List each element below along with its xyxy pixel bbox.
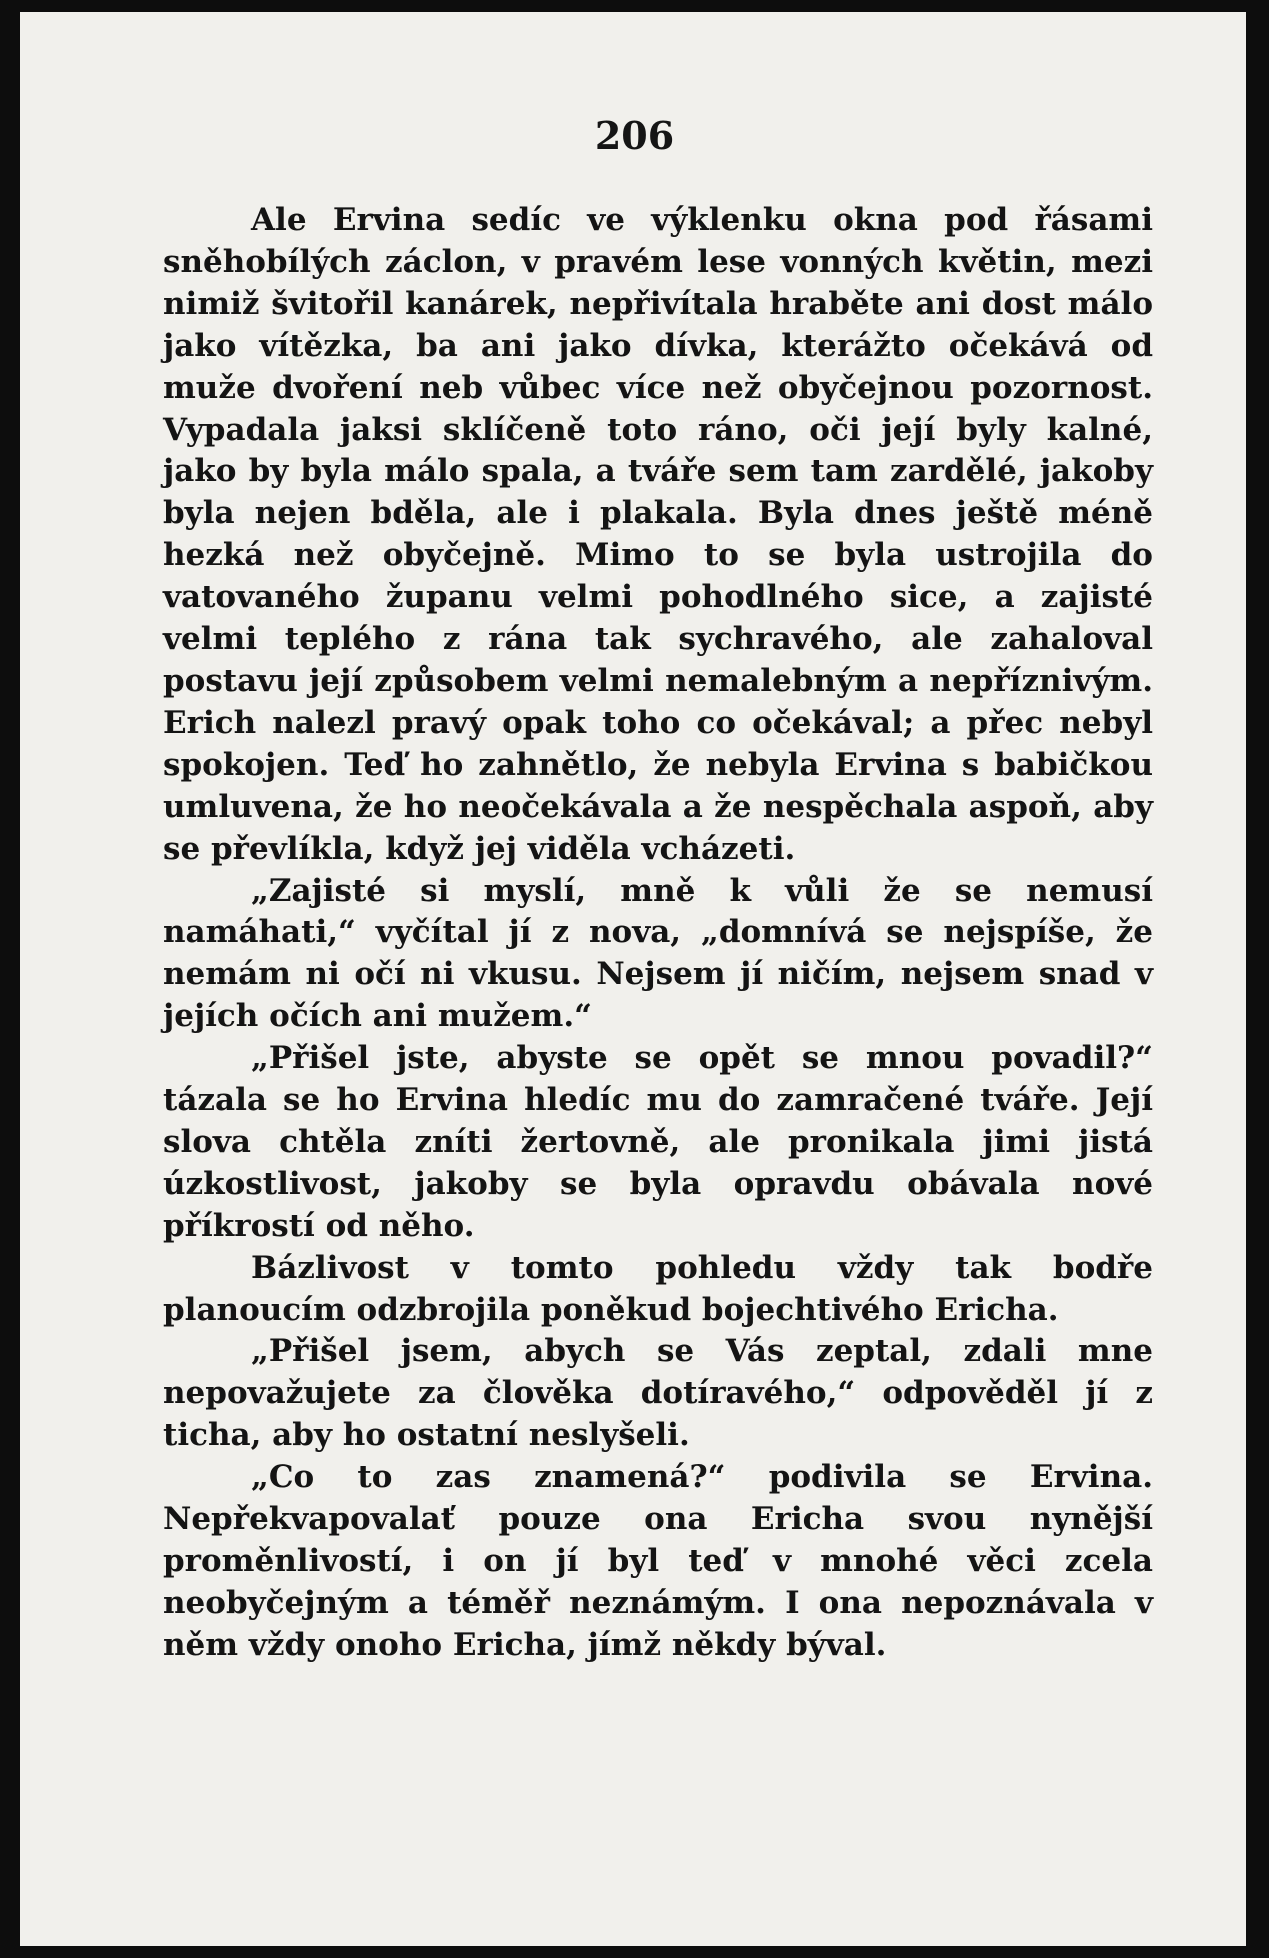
paragraph-2: „Zajisté si myslí, mně k vůli že se nemusí namáhati,“ vyčítal jí z nova, „domnívá se nejspíše, že nemám ni očí ni vkusu. Nejsem jí ničím, nejsem snad v jejích očích ani mužem.“ — [163, 872, 1153, 1035]
right-scan-edge — [1246, 0, 1269, 1958]
paragraph-6: „Co to zas znamená?“ podivila se Ervina. Nepřekvapovalať pouze ona Ericha svou nynější proměnlivostí, i on jí byl teď v mnohé věci zcela neobyčejným a téměř neznámým. I ona nepoznávala v něm vždy onoho Ericha, jímž někdy býval. — [163, 1459, 1153, 1663]
paragraph-4: Bázlivost v tomto pohledu vždy tak bodře planoucím odzbrojila poněkud bojechtivého Ericha. — [163, 1249, 1153, 1328]
paragraph-3: „Přišel jste, abyste se opět se mnou povadil?“ tázala se ho Ervina hledíc mu do zamračené tváře. Její slova chtěla zníti žertovně, ale pronikala jimi jistá úzkostlivost, jakoby se byla opravdu obávala nové příkrostí od něho. — [163, 1040, 1153, 1244]
page-number: 206 — [594, 113, 675, 158]
paragraph-1: Ale Ervina sedíc ve výklenku okna pod řásami sněhobílých záclon, v pravém lese vonných květin, mezi nimiž švitořil kanárek, nepřivítala hraběte ani dost málo jako vítězka, ba ani jako dívka, kterážto očekává od muže dvoření neb vůbec více než obyčejnou pozornost. Vypadala jaksi sklíčeně toto ráno, oči její byly kalné, jako by byla málo spala, a tváře sem tam zardělé, jakoby byla nejen bděla, ale i plakala. Byla dnes ještě méně hezká než obyčejně. Mimo to se byla ustrojila do vatovaného županu velmi pohodlného sice, a zajisté velmi teplého z rána tak sychravého, ale zahaloval postavu její způsobem velmi nemalebným a nepříznivým. Erich nalezl pravý opak toho co očekával; a přec nebyl spokojen. Teď ho zahnětlo, že nebyla Ervina s babičkou umluvena, že ho neočekávala a že nespěchala aspoň, aby se převlíkla, když jej viděla vcházeti. — [163, 202, 1153, 867]
body-text — [163, 200, 1153, 1667]
paragraph-5: „Přišel jsem, abych se Vás zeptal, zdali mne nepovažujete za člověka dotíravého,“ odpověděl jí z ticha, aby ho ostatní neslyšeli. — [163, 1333, 1153, 1454]
